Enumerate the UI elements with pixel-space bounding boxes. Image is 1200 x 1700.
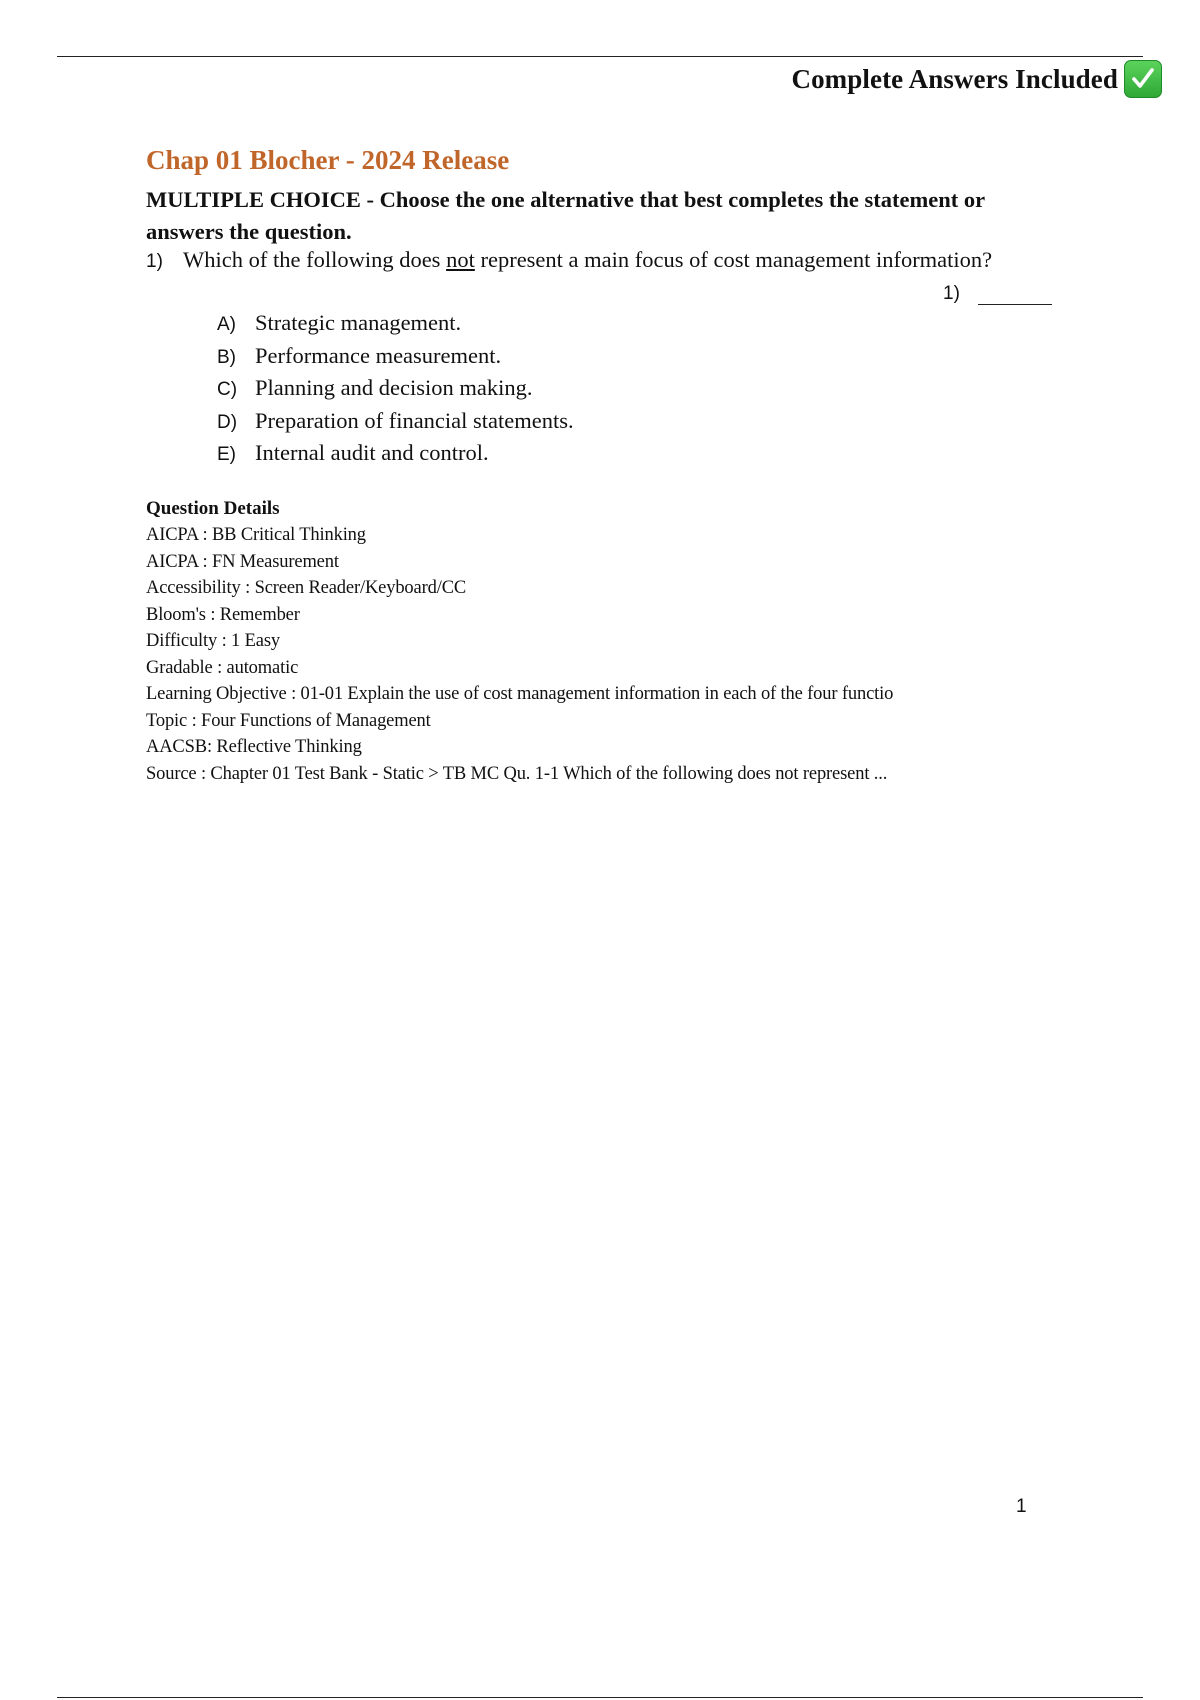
detail-row: AICPA : FN Measurement	[146, 551, 339, 572]
top-rule	[57, 56, 1143, 57]
question-number: 1)	[146, 251, 163, 272]
question-emphasis: not	[446, 247, 475, 272]
details-title: Question Details	[146, 498, 280, 519]
detail-row: Difficulty : 1 Easy	[146, 631, 280, 651]
option-letter: B)	[217, 346, 236, 368]
detail-row: Gradable : automatic	[146, 657, 299, 678]
page-number: 1	[1016, 1496, 1027, 1517]
check-mark-icon	[1124, 60, 1162, 98]
chapter-title: Chap 01 Blocher - 2024 Release	[146, 145, 510, 175]
option-e	[217, 440, 574, 473]
question-details	[146, 498, 893, 790]
answer-options	[217, 310, 574, 473]
detail-row: Topic : Four Functions of Management	[146, 710, 431, 731]
detail-row: AICPA : BB Critical Thinking	[146, 525, 366, 545]
question-text	[146, 247, 992, 273]
bottom-rule	[57, 1697, 1143, 1698]
option-letter: E)	[217, 444, 236, 465]
option-letter: A)	[217, 314, 236, 335]
detail-row: Accessibility : Screen Reader/Keyboard/CC	[146, 578, 467, 598]
option-text: Internal audit and control.	[255, 440, 489, 465]
option-letter: D)	[217, 411, 238, 433]
detail-row: Bloom's : Remember	[146, 604, 300, 625]
header-banner	[791, 60, 1162, 98]
detail-row: AACSB: Reflective Thinking	[146, 737, 362, 757]
option-a	[217, 310, 574, 343]
option-text: Preparation of financial statements.	[255, 407, 574, 433]
option-letter: C)	[217, 379, 238, 400]
question-text-before: Which of the following does	[183, 247, 447, 272]
banner-text: Complete Answers Included	[791, 63, 1118, 94]
option-text: Planning and decision making.	[255, 375, 533, 400]
option-d	[217, 408, 574, 441]
detail-row: Source : Chapter 01 Test Bank - Static > TB MC Qu. 1-1 Which of the following does not represent ...	[146, 763, 888, 784]
question-text-after: represent a main focus of cost management information?	[474, 247, 993, 272]
answer-blank	[978, 282, 1052, 305]
option-text: Performance measurement.	[255, 342, 502, 368]
option-c	[217, 375, 574, 408]
answer-slot	[943, 282, 1052, 305]
option-b	[217, 343, 574, 376]
answer-slot-label: 1)	[943, 283, 960, 304]
option-text: Strategic management.	[255, 310, 462, 335]
section-heading: MULTIPLE CHOICE - Choose the one alternative that best completes the statement or answers the question.	[146, 187, 985, 244]
detail-row: Learning Objective : 01-01 Explain the use of cost management information in each of the four functio	[146, 684, 894, 704]
